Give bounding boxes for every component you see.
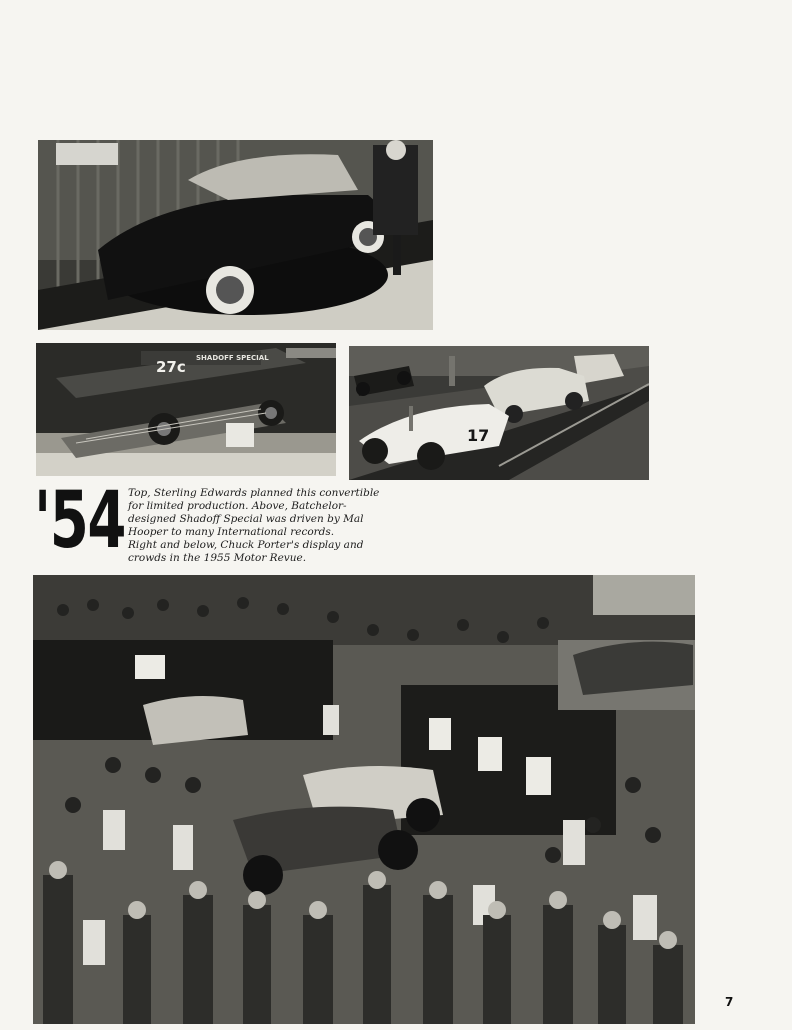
caption-line: for limited production. Above, Batchelor-: [128, 500, 347, 512]
caption-line: crowds in the 1955 Motor Revue.: [128, 552, 307, 564]
car-number-label: 17: [467, 426, 490, 445]
convertible-photo: [38, 140, 433, 330]
motor-revue-crowd-photo: [33, 575, 695, 1024]
banner-label: SHADOFF SPECIAL: [196, 354, 269, 362]
caption-line: Top, Sterling Edwards planned this convertible: [128, 487, 380, 499]
section-year-heading: '54: [34, 476, 126, 566]
page-number: 7: [725, 995, 734, 1009]
photo-caption: [128, 487, 380, 565]
porter-display-photo: [349, 346, 649, 480]
caption-line: Hooper to many International records.: [128, 526, 335, 538]
shadoff-special-photo: [36, 343, 336, 476]
car-number-label: 27c: [156, 358, 186, 376]
caption-line: designed Shadoff Special was driven by Mal: [128, 513, 364, 525]
caption-line: Right and below, Chuck Porter's display and: [128, 539, 364, 551]
